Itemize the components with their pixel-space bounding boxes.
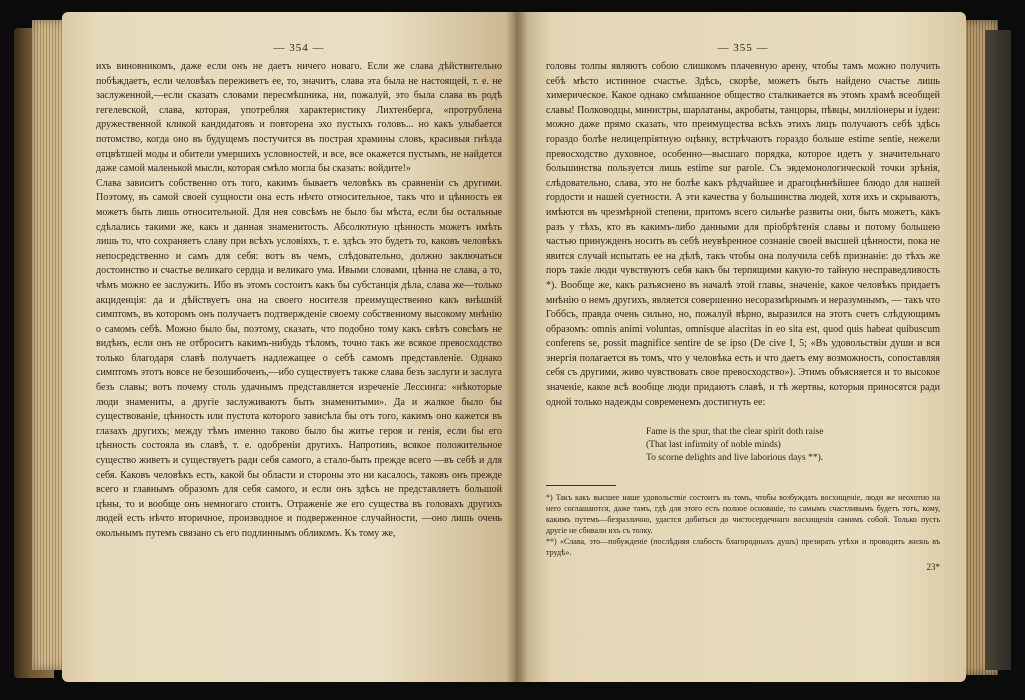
english-quote: Fame is the spur, that the clear spirit doth raise (That last infirmity of noble minds) To scorne delights and live laborious days **).: [646, 427, 824, 464]
right-page-number: — 355 —: [717, 42, 769, 54]
right-page-text: головы толпы являютъ собою слишкомъ плачевную арену, чтобы тамъ можно получить себѣ мѣсто истинное счастье. Здѣсь, скорѣе, можетъ быть найдено счастье лишь химерическое. Какое однако смѣшанное общество сталкивается въ этомъ храмѣ всеобщей славы! Полководцы, министры, шарлатаны, акробаты, танцоры, пѣвцы, милліонеры и іудеи: можно даже прямо сказать, что преимущества всѣхъ этихъ лицъ получаютъ себѣ здѣсь гораздо болѣе нелицепріятную оцѣнку, встрѣчаютъ гораздо больше estime sentie, нежели превосходство духовное, особенно—высшаго порядка, которое идетъ у значительнаго большинства пользуется лишь estime sur parole. Съ эвдемонологической точки зрѣнія, слѣдовательно, слава, это не болѣе какъ рѣдчайшее и драгоцѣннѣйшее блюдо для нашей гордости и нашей суетности. А эти качества у большинства людей, хотя ихъ и скрываютъ, имѣются въ чрезмѣрной степени, притомъ всего сильнѣе развиты они, быть можетъ, какъ разъ у тѣхъ, кто въ какимъ-либо данными для пріобрѣтенія славы и потому большею частью принужденъ носить въ себѣ неувѣренное сознаніе своей высшей цѣнности, пока не явится случай испытать ее на дѣлѣ, такъ чтобы она получила себѣ признаніе: до тѣхъ же поръ такіе люди чувствуютъ себя какъ бы терпящими какую-то тайную несправедливость *). Вообще же, какъ разъяснено въ началѣ этой главы, значеніе, какое человѣкъ придаетъ мнѣнію о немъ другихъ, является совершенно несоразмѣрнымъ и неразумнымъ, — такъ что Гоббсъ, правда очень сильно, но, пожалуй вѣрно, выразился на этотъ счетъ слѣдующимъ образомъ: omnis animi voluntas, omnisque alacritas in eo sita est, quod quis habeat quibuscum conferens se, possit magnifice sentire de se ipso (De cive I, 5; «Въ удовольствіи души и вся энергія полагается въ томъ, что у человѣка есть и что даетъ ему возможность, сопоставляя себя съ другими, живо чувствовать свое превосходство»). Этимъ объясняется и то высокое значеніе, какое всѣ вообще люди придаютъ славѣ, и тѣ жертвы, которыя приносятся ради одной только надежды современемъ достигнуть ее:: [546, 61, 943, 408]
book-cover-right: [985, 30, 1011, 670]
signature-mark: 23*: [926, 562, 940, 573]
left-page-text: ихъ виновникомъ, даже если онъ не даетъ ничего новаго. Если же слава дѣйствительно побѣждаетъ, если человѣкъ переживетъ ее, то, значитъ, слава эта была не настоящей, т. е. не заслуженной,—если сказать словами пересмѣшника, ни, пожалуй, это была слава въ родѣ гегелевской, слава, которая, употребляя характеристику Лихтенберга, «протрублена дружественной кликой кандидатовъ и повторена эхо пустыхъ головъ... но какъ улыбается потомство, когда оно въ будущемъ постучится въ пострая храмины словъ, красивыя гнѣзда отцвѣтшей моды и обители умершихъ условностей, и все, все окажется пустымъ, не найдется даже самой маленькой мысли, которая смѣло могла бы сказать: войдите!» Слава зависитъ собственно отъ того, какимъ бываетъ человѣкъ въ сравненіи съ другими. Поэтому, въ самой своей сущности она есть нѣчто относительное, такъ что и цѣнность ея можетъ быть лишь относительной. Для нея совсѣмъ не было бы мѣста, если бы остальные сдѣлались такими же, какъ и данная знаменитость. Абсолютную цѣнность можетъ имѣть лишь то, что сохраняетъ славу при всѣхъ условіяхъ, т. е. здѣсь это будетъ то, каковъ человѣкъ непосредственно и самъ для себя: вотъ въ чемъ, слѣдовательно, должно заключаться достоинство и счастье великаго сердца и великаго ума. Ивыми словами, цѣнна не слава, а то, чѣмъ можно ее заслужить. Ибо въ этомъ состоитъ какъ бы субстанція дѣла, слава же—только акциденція: да и дѣйствуетъ она на своего носителя преимущественно какъ внѣшній симптомъ, въ которомъ онъ получаетъ подтвержденіе своему собственному высокому мнѣнію о самомъ себѣ. Можно было бы, поэтому, сказать, что подобно тому какъ свѣтъ совсѣмъ не видѣнъ, если онъ не отброситъ какимъ-нибудь тѣломъ, точно такъ же всякое превосходство только благодаря славѣ получаетъ надлежащее о себѣ самомъ представленіе. Однако симптомъ этотъ вовсе не безошибоченъ,—ибо существуетъ также слава безъ заслуги и заслуга безъ славы; вотъ почему столь удачнымъ представляется изреченіе Лессинга: «нѣкоторые люди знамениты, а другіе заслуживаютъ быть знаменитыми». Да и жалкое было бы существованіе, цѣнность или пустота которого зависѣла бы отъ того, какимъ оно кажется въ глазахъ другихъ; между тѣмъ именно таково было бы житье героя и генія, если бы его цѣнность состояла въ славѣ, т. е. одобреніи другихъ. Напротивъ, всякое положительное существо живетъ и существуетъ ради себя самого, а стало-быть прежде всего —въ себѣ и для себя. Каковъ человѣкъ есть, какой бы области и стороны это ни касалось, таковъ онъ прежде всего и главнымъ образомъ для себя самого, и если онъ здѣсь не представляетъ большой цѣны, то и вообще онъ немногаго стоитъ. Отраженіе же его существа въ головахъ другихъ людей есть нѣчто вторичное, производное и подверженное случайности, —оно лишь очень окольнымъ путемъ связано съ его подлиннымъ обликомъ. Къ тому же,: [96, 61, 502, 539]
left-page: [62, 12, 520, 682]
left-page-number: — 354 —: [273, 42, 325, 54]
footnotes: *) Такъ какъ высшее наше удовольствіе состоитъ въ томъ, чтобы возбуждать восхищеніе, люди же неохотно на него соглашаются, даже тамъ, гдѣ для этого есть полное основаніе, то самымъ счастливымъ будетъ тотъ, кому, какимъ путемъ—безразлично, удастся добиться до чистосердечнаго восхищенія самимъ собой. Только пусть другіе не сбивали ихъ съ толку. **) «Слава, это—побужденіе (послѣдняя слабость благородныхъ душъ) презирать утѣхи и проводить жизнь въ трудѣ».: [546, 493, 940, 558]
right-page: [516, 12, 966, 682]
footnote-rule: [546, 485, 616, 486]
